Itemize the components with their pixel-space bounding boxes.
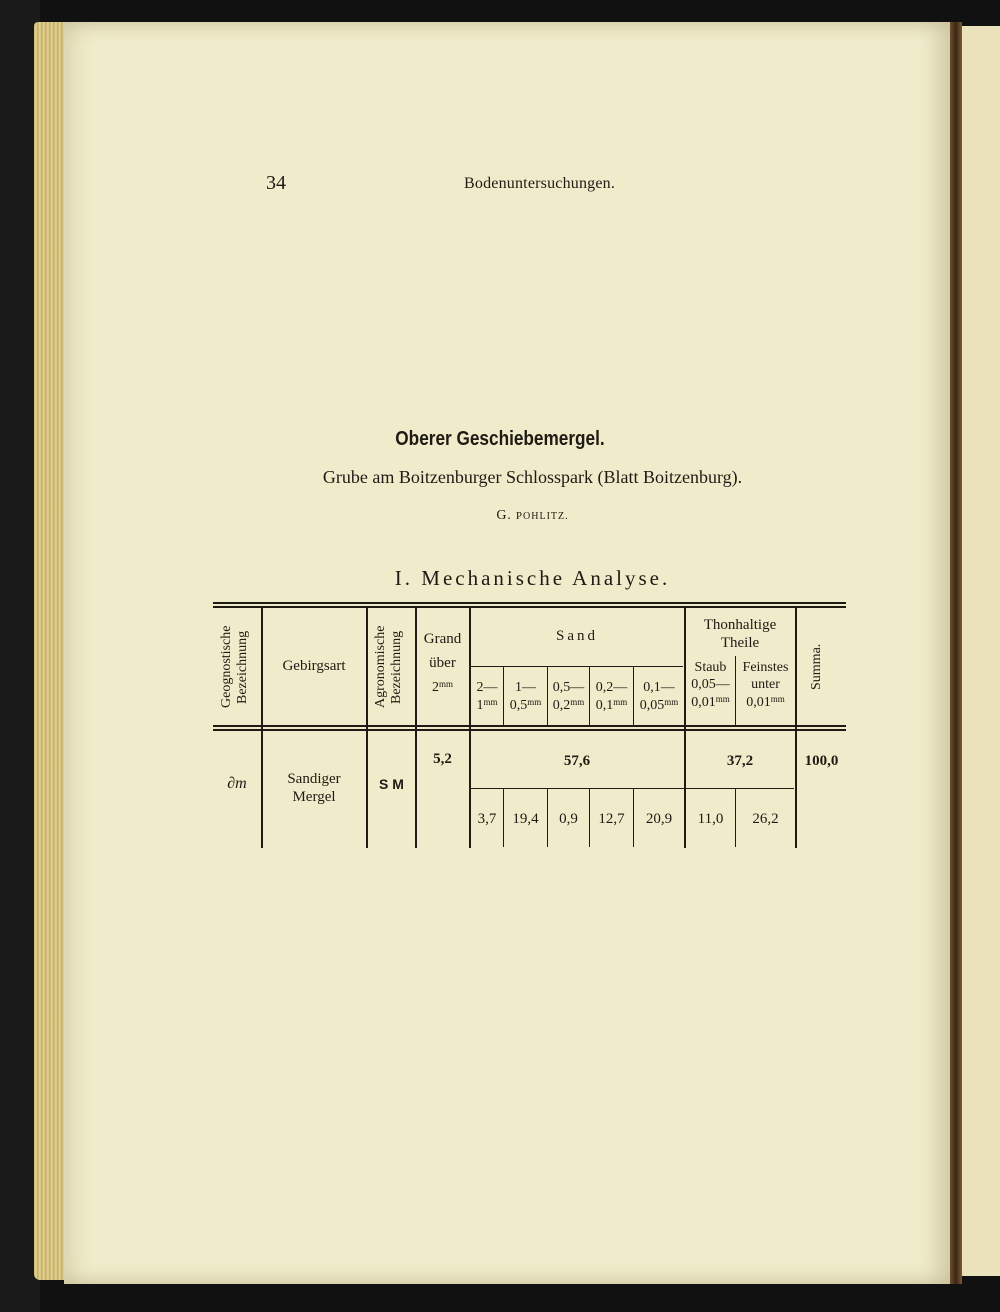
running-head: Bodenuntersuchungen. — [464, 175, 616, 192]
header-sand: Sand — [556, 628, 598, 644]
sand-col-5: 0,1— $0,05^{mm}$ — [639, 680, 679, 713]
cell-thon-total: 37,2 — [726, 753, 754, 769]
cell-sand-total: 57,6 — [563, 753, 591, 769]
sand-col-1: 2— $1^{mm}$ — [476, 680, 498, 713]
cell-summa: 100,0 — [804, 753, 839, 769]
header-geognostische: Geognostische Bezeichnung — [219, 625, 251, 709]
sand-col-4: 0,2— $0,1^{mm}$ — [595, 680, 628, 713]
cell-agronomisch: S M — [379, 776, 404, 792]
sand-col-2: 1— $0,5^{mm}$ — [509, 680, 542, 713]
cell-sand-5: 20,9 — [645, 811, 673, 827]
header-agronomische: Agronomische Bezeichnung — [373, 625, 405, 709]
analysis-table — [213, 602, 846, 848]
page-title: Oberer Geschiebemergel. — [395, 428, 605, 450]
header-gebirgsart: Gebirgsart — [282, 658, 346, 674]
header-staub: Staub 0,05— $0,01^{mm}$ — [691, 660, 730, 710]
section-heading: I. Mechanische Analyse. — [394, 566, 671, 590]
page-number: 34 — [266, 172, 286, 194]
sand-col-3: 0,5— $0,2^{mm}$ — [552, 680, 585, 713]
cell-sand-2: 19,4 — [512, 811, 539, 827]
cell-grand: 5,2 — [433, 751, 452, 767]
header-summa: Summa. — [809, 643, 824, 691]
header-thonhaltige: Thonhaltige Theile — [703, 617, 777, 651]
cell-geognostisch: ∂m — [227, 775, 247, 792]
cell-feinstes: 26,2 — [752, 811, 779, 827]
author-initial: G. — [496, 508, 512, 523]
cell-staub: 11,0 — [697, 811, 724, 827]
header-grand: Grand über $2^{mm}$ — [423, 631, 462, 695]
author — [0, 508, 1000, 524]
author-surname: POHLITZ. — [515, 510, 569, 522]
adjacent-page — [962, 26, 1000, 1276]
cell-sand-4: 12,7 — [598, 811, 625, 827]
book-spine — [950, 22, 962, 1284]
subtitle: Grube am Boitzenburger Schlosspark (Blatt Boitzenburg). — [322, 467, 743, 487]
cell-sand-3: 0,9 — [559, 811, 578, 827]
cell-sand-1: 3,7 — [477, 811, 497, 827]
cell-gebirgsart: Sandiger Mergel — [287, 771, 341, 805]
header-feinstes: Feinstes unter $0,01^{mm}$ — [742, 660, 789, 710]
